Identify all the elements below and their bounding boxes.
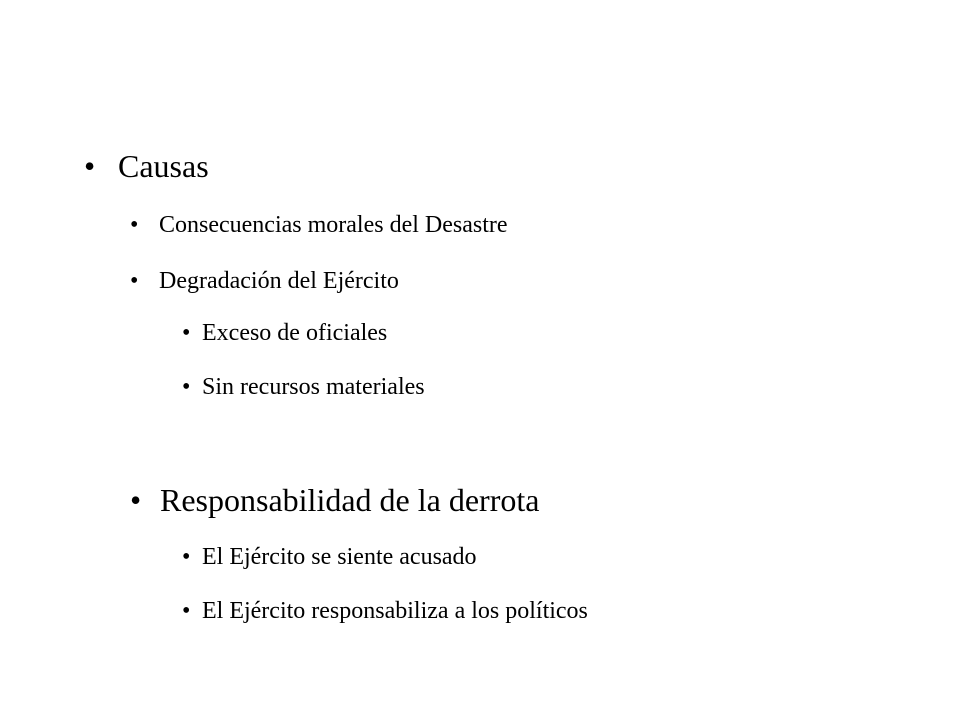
bullet-exceso-oficiales: Exceso de oficiales [202, 320, 388, 346]
bullet-consecuencias-morales: Consecuencias morales del Desastre [159, 212, 508, 238]
bullet-ejercito-acusado: El Ejército se siente acusado [202, 544, 477, 570]
bullet-degradacion-ejercito: Degradación del Ejército [159, 268, 399, 294]
bullet-marker: • [84, 148, 96, 184]
bullet-causas: Causas [118, 148, 209, 184]
bullet-marker: • [130, 268, 139, 294]
bullet-marker: • [130, 482, 142, 518]
bullet-marker: • [182, 320, 191, 346]
bullet-marker: • [182, 544, 191, 570]
bullet-marker: • [182, 374, 191, 400]
bullet-responsabilidad-derrota: Responsabilidad de la derrota [160, 482, 540, 518]
bullet-ejercito-responsabiliza: El Ejército responsabiliza a los políticos [202, 598, 588, 624]
bullet-marker: • [182, 598, 191, 624]
bullet-marker: • [130, 212, 139, 238]
bullet-sin-recursos: Sin recursos materiales [202, 374, 425, 400]
